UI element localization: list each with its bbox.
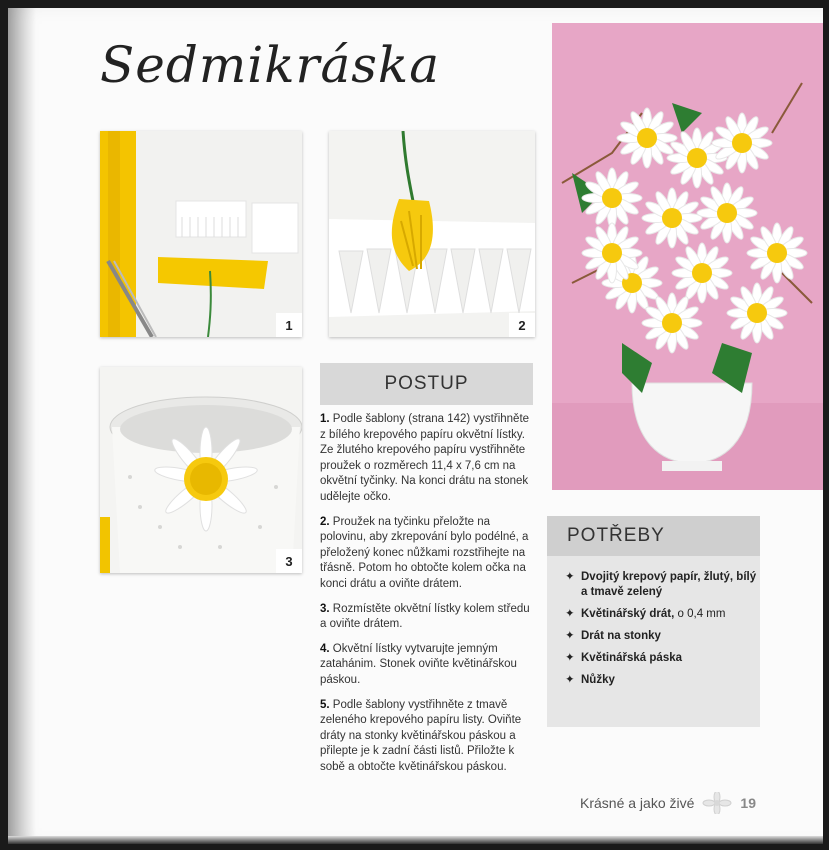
postup-heading: POSTUP <box>320 363 533 405</box>
step-text: Podle šablony vystřihněte z tmavě zeleného krepového papíru listy. Oviňte dráty na stonky květinářskou páskou a přilepte je k zadní části listů. Přiložte k sobě a obtočte květinářskou páskou. <box>320 698 522 773</box>
step-number: 3. <box>320 602 330 615</box>
step-1 <box>320 412 535 506</box>
page-footer <box>580 792 756 814</box>
item-name: Drát na stonky <box>581 630 661 642</box>
photo-number: 2 <box>509 313 535 337</box>
step-text: Okvětní lístky vytvarujte jemným zatahánim. Stonek oviňte květinářskou páskou. <box>320 642 517 686</box>
step-5 <box>320 698 535 776</box>
step-3 <box>320 602 535 633</box>
potreby-list <box>547 570 760 688</box>
step-number: 1. <box>320 413 330 425</box>
item-detail: o 0,4 mm <box>674 608 726 620</box>
step-photo-1 <box>100 131 302 337</box>
fringed-stamen-image <box>329 131 535 337</box>
bouquet-photo <box>552 23 823 490</box>
list-item <box>565 673 760 688</box>
step-number: 5. <box>320 698 330 711</box>
list-item <box>565 651 760 666</box>
postup-steps <box>320 412 535 784</box>
step-4 <box>320 642 535 689</box>
step-photo-2 <box>329 131 535 337</box>
page-bottom-edge <box>8 836 823 844</box>
star-bullet-icon: ✦ <box>565 630 575 642</box>
list-item <box>565 607 760 622</box>
page-title: Sedmikráska <box>100 36 441 94</box>
book-title: Krásné a jako živé <box>580 795 695 811</box>
daisy-bouquet-image <box>552 23 823 490</box>
star-bullet-icon: ✦ <box>565 571 575 583</box>
crepe-paper-strips-image <box>100 131 302 337</box>
photo-number: 3 <box>276 549 302 573</box>
book-page <box>8 8 823 844</box>
potreby-box <box>547 516 760 727</box>
step-text: Podle šablony (strana 142) vystřihněte z bílého krepového papíru okvětní lístky. Ze žlutého krepového papíru vystřihněte proužek o rozměrech 11,4 x 7,6 cm na okvětní tyčinky. Na konci drátu na stonek udělejte očko. <box>320 413 530 503</box>
step-number: 4. <box>320 642 330 655</box>
item-name: Nůžky <box>581 674 615 686</box>
photo-number: 1 <box>276 313 302 337</box>
page-gutter-shadow <box>8 8 36 844</box>
daisy-in-white-pot-image <box>100 367 302 573</box>
list-item <box>565 629 760 644</box>
item-name: Dvojitý krepový papír, žlutý, bílý a tmavě zelený <box>581 571 757 598</box>
star-bullet-icon: ✦ <box>565 608 575 620</box>
item-name: Květinářská páska <box>581 652 683 664</box>
star-bullet-icon: ✦ <box>565 652 575 664</box>
step-text: Proužek na tyčinku přeložte na polovinu, aby zkrepování bylo podélné, a přeložený konec nůžkami rozstřihejte na třásně. Potom ho obtočte kolem očka na konci drátu a oviňte drátem. <box>320 515 529 590</box>
flower-ornament-icon <box>702 792 732 814</box>
step-photo-3 <box>100 367 302 573</box>
item-name: Květinářský drát, <box>581 608 675 620</box>
step-text: Rozmístěte okvětní lístky kolem středu a oviňte drátem. <box>320 602 530 631</box>
page-number: 19 <box>740 795 756 811</box>
step-2 <box>320 515 535 593</box>
step-number: 2. <box>320 515 330 528</box>
star-bullet-icon: ✦ <box>565 674 575 686</box>
list-item <box>565 570 760 600</box>
potreby-heading: POTŘEBY <box>547 516 760 556</box>
